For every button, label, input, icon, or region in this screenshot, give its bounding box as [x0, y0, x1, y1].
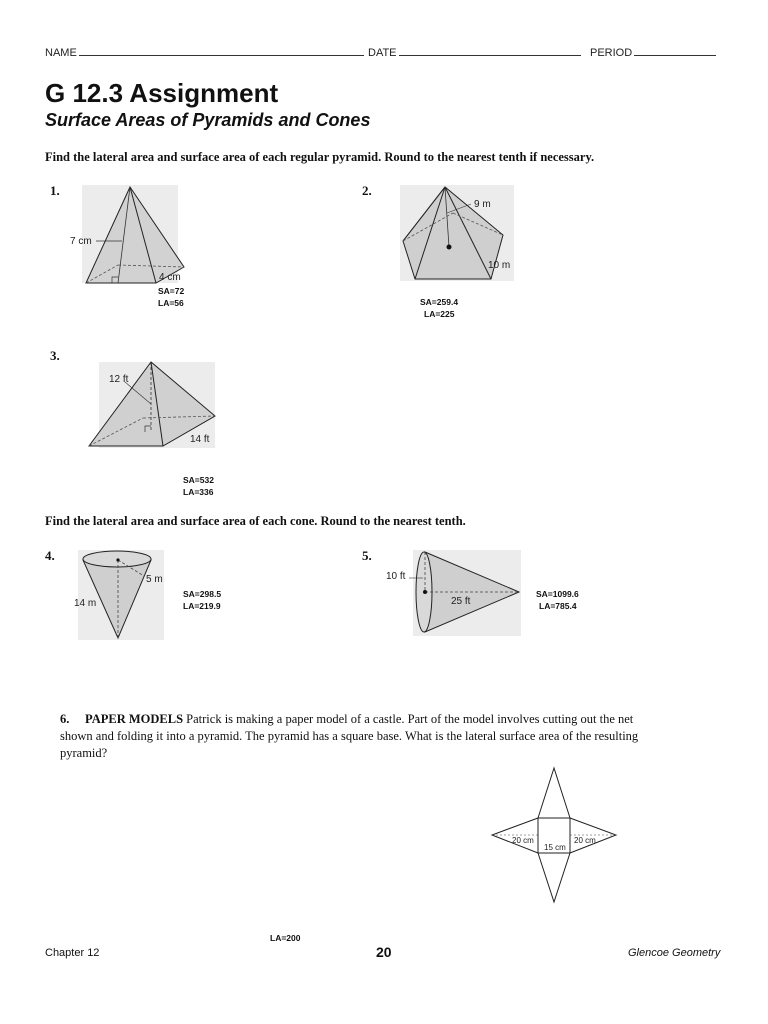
problem-2-number: 2. [362, 183, 372, 198]
label-radius: 5 m [146, 574, 163, 585]
problem-6-body: Patrick is making a paper model of a castle. Part of the model involves cutting out the net shown and folding it into a pyramid. The pyramid has a square base. What is the lateral surface area of the resulting pyramid? [60, 712, 639, 760]
footer-publisher: Glencoe Geometry [628, 947, 721, 959]
sa-answer: SA=532 [183, 475, 214, 485]
problem-4-number: 4. [45, 548, 55, 563]
sa-answer: SA=1099.6 [536, 589, 579, 599]
date-label: DATE [368, 47, 397, 59]
label-slant: 25 ft [451, 596, 471, 607]
problem-5-answers [536, 588, 579, 612]
date-field [368, 47, 581, 59]
label-base-edge: 4 cm [159, 272, 181, 283]
problem-6-answer: LA=200 [270, 933, 301, 943]
problem-1-answers [158, 285, 184, 309]
footer-chapter: Chapter 12 [45, 947, 100, 959]
name-blank [79, 54, 364, 56]
period-label: PERIOD [590, 47, 633, 59]
problem-6-text [60, 711, 660, 762]
la-answer: LA=336 [183, 487, 214, 497]
sa-answer: SA=298.5 [183, 589, 222, 599]
page-subtitle: Surface Areas of Pyramids and Cones [45, 110, 371, 130]
sa-answer: SA=259.4 [420, 297, 459, 307]
period-field [590, 47, 716, 59]
cone-instructions: Find the lateral area and surface area of each cone. Round to the nearest tenth. [45, 514, 466, 528]
label-slant: 9 m [474, 199, 491, 210]
cone-figure-5 [385, 546, 525, 638]
la-answer: LA=225 [424, 309, 455, 319]
problem-6-number: 6. [60, 712, 70, 726]
pentagonal-pyramid-figure [395, 183, 520, 283]
square-pyramid-figure-1 [60, 183, 190, 287]
name-field [45, 47, 364, 59]
footer-page-number: 20 [376, 944, 392, 960]
label-edge: 10 m [488, 260, 511, 271]
problem-5-number: 5. [362, 548, 372, 563]
date-blank [399, 54, 581, 56]
label-radius: 10 ft [386, 571, 406, 582]
la-answer: LA=785.4 [539, 601, 577, 611]
problem-2-answers [420, 296, 458, 320]
label-right-slant: 20 cm [574, 836, 596, 845]
pyramid-instructions: Find the lateral area and surface area of each regular pyramid. Round to the nearest tenth if necessary. [45, 150, 595, 164]
problem-3-number: 3. [50, 348, 60, 363]
label-slant: 12 ft [109, 374, 129, 385]
sa-answer: SA=72 [158, 286, 185, 296]
name-label: NAME [45, 47, 77, 59]
label-slant-height: 7 cm [70, 236, 92, 247]
problem-3-answers [183, 474, 214, 498]
problem-6-heading: PAPER MODELS [85, 712, 184, 726]
period-blank [634, 54, 716, 56]
la-answer: LA=219.9 [183, 601, 221, 611]
label-base: 15 cm [544, 843, 566, 852]
square-pyramid-figure-3 [85, 358, 220, 453]
label-edge: 14 ft [190, 434, 210, 445]
label-left-slant: 20 cm [512, 836, 534, 845]
problem-1-number: 1. [50, 183, 60, 198]
page-title: G 12.3 Assignment [45, 78, 279, 108]
pyramid-net-figure [490, 766, 620, 906]
label-slant: 14 m [74, 598, 97, 609]
problem-4-answers [183, 588, 221, 612]
la-answer: LA=56 [158, 298, 184, 308]
cone-figure-4 [68, 546, 168, 642]
